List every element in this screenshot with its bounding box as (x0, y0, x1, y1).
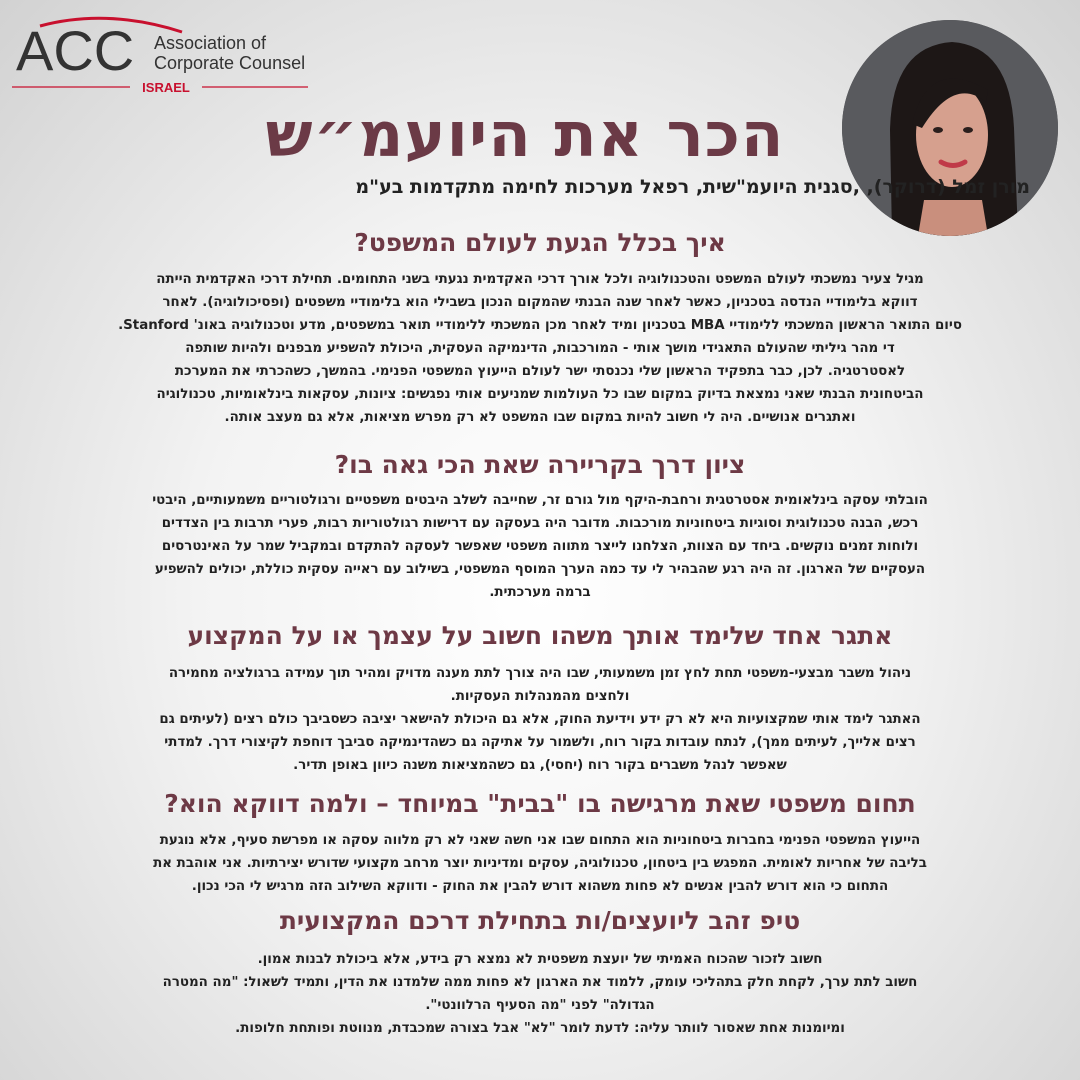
text-line: דווקא בלימודיי הנדסה בטכניון, כאשר לאחר שנה הבנתי שהמקום הנכון בשבילי הוא בלימודיי משפטים (ופסיכולוגיה). לאחר (162, 295, 918, 310)
text-line: רכש, הבנה טכנולוגית וסוגיות ביטחוניות מורכבות. מדובר היה בעסקה עם דרישות רגולטוריות רבות, פערי תרבות בין הצדדים (161, 516, 919, 531)
text-line: ומיומנות אחת שאסור לוותר עליה: לדעת לומר "לא" אבל בצורה שמכבדת, מנווטת ופותחת חלופות. (235, 1021, 845, 1036)
text-line: ניהול משבר מבצעי-משפטי תחת לחץ זמן משמעותי, שבו היה צורך לתת מענה מדויק ומהיר תוך עמידה ברגולציה מחמירה (168, 666, 912, 681)
text-line: ולחצים מהמנהלות העסקיות. (450, 689, 630, 704)
text-line: הובלתי עסקה בינלאומית אסטרטגית ורחבת-היקף מול גורם זר, שחייבה לשלב היבטים משפטיים ורגולטוריים משמעותיים, היבטי (152, 493, 928, 508)
page-title: הכר את היועמ״ש (265, 98, 785, 171)
text-line: חשוב לזכור שהכוח האמיתי של יועצת משפטית לא נמצא רק בידע, אלא ביכולת לבנות אמון. (257, 952, 823, 967)
acc-logo (12, 6, 312, 96)
text-line: סיום התואר הראשון המשכתי ללימודיי MBA בטכניון ומיד לאחר מכן המשכתי ללימודיי תואר במשפטים, מדע וטכנולוגיה באונ' Stanford. (118, 318, 962, 333)
text-line: חשוב לתת ערך, לקחת חלק בתהליכי עומק, ללמוד את הארגון לא פחות ממה שלמדנו את הדין, ותמיד לשאול: "מה המטרה (162, 975, 918, 990)
text-line: שאפשר לנהל משברים בקור רוח (יחסי), גם כשהמציאות משנה כיוון באופן תדיר. (293, 758, 787, 773)
text-line: ברמה מערכתית. (489, 585, 591, 600)
logo-wordmark: ACC (16, 19, 135, 82)
logo-region: ISRAEL (142, 80, 190, 95)
person-subtitle: מורן זמל (דרוקר), ,סגנית היועמ"שית, רפאל מערכות לחימה מתקדמות בע"מ (355, 176, 1030, 198)
answer-paragraph (30, 489, 1050, 604)
text-line: בליבה של אחריות לאומית. המפגש בין ביטחון, טכנולוגיה, עסקים ומדיניות יוצר מרחב מקצועי שדורש יצירתיות. אני אוהבת את (153, 856, 927, 871)
text-line: התחום כי הוא דורש להבין אנשים לא פחות משהוא דורש להבין את החוק - ודווקא השילוב הזה מרגיש לי הכי נכון. (191, 879, 889, 894)
question-heading: איך בכלל הגעת לעולם המשפט? (354, 228, 726, 257)
text-line: הביטחונית הבנתי שאני נמצאת בדיוק במקום שבו כל העולמות שמניעים אותי נפגשים: ציונות, עסקאות בינלאומיות, טכנולוגיה (156, 387, 924, 402)
answer-paragraph (30, 662, 1050, 777)
question-heading: ציון דרך בקריירה שאת הכי גאה בו? (334, 450, 746, 479)
text-line: הגדולה" לפני "מה הסעיף הרלוונטי". (425, 998, 655, 1013)
answer-paragraph (30, 268, 1050, 429)
answer-paragraph (30, 948, 1050, 1040)
text-line: ואתגרים אנושיים. היה לי חשוב להיות במקום שבו המשפט לא רק מפרש מציאות, אלא גם מעצב אותה. (224, 410, 856, 425)
text-line: העסקיים של הארגון. זה היה רגע שהבהיר לי עד כמה הערך המוסף המשפטי, בשילוב עם ראייה עסקית כוללת, יכולים להשפיע (154, 562, 926, 577)
logo-name-line1: Association of (154, 33, 267, 53)
question-heading: תחום משפטי שאת מרגישה בו "בבית" במיוחד – ולמה דווקא הוא? (164, 789, 916, 818)
text-line: רצים אלייך, לעיתים ממך), לנתח עובדות בקור רוח, ולשמור על אתיקה גם כשהדינמיקה סביבך דוחפת לקיצורי דרך. למדתי (164, 735, 916, 750)
answer-paragraph (30, 829, 1050, 898)
text-line: האתגר לימד אותי שמקצועיות היא לא רק ידע וידיעת החוק, אלא גם היכולת להישאר יציבה כשסביבך כולם רצים (לעיתים גם (159, 712, 921, 727)
text-line: הייעוץ המשפטי הפנימי בחברות ביטחוניות הוא התחום שבו אני חשה שאני לא רק מלווה עסקה או מפרשת סעיף, אלא נוגעת (159, 833, 921, 848)
question-heading: אתגר אחד שלימד אותך משהו חשוב על עצמך או על המקצוע (187, 621, 893, 650)
text-line: ולוחות זמנים נוקשים. ביחד עם הצוות, הצלחנו לייצר מתווה משפטי שאפשר לעסקה להתקדם ובמקביל שמר על האינטרסים (161, 539, 919, 554)
logo-name-line2: Corporate Counsel (154, 53, 306, 73)
acc-logo-mark (12, 6, 312, 96)
text-line: לאסטרטגיה. לכן, כבר בתפקיד הראשון שלי נכנסתי ישר לעולם הייעוץ המשפטי הפנימי. בהמשך, כשהכרתי את המערכת (174, 364, 906, 379)
text-line: מגיל צעיר נמשכתי לעולם המשפט והטכנולוגיה ולכל אורך דרכי האקדמית נגעתי בשני התחומים. תחילת דרכי האקדמית הייתה (156, 272, 924, 287)
question-heading: טיפ זהב ליועצים/ות בתחילת דרכם המקצועית (279, 906, 801, 935)
text-line: די מהר גיליתי שהעולם התאגידי מושך אותי - המורכבות, הדינמיקה העסקית, היכולת להשפיע מבפנים ולהיות שותפה (185, 341, 895, 356)
